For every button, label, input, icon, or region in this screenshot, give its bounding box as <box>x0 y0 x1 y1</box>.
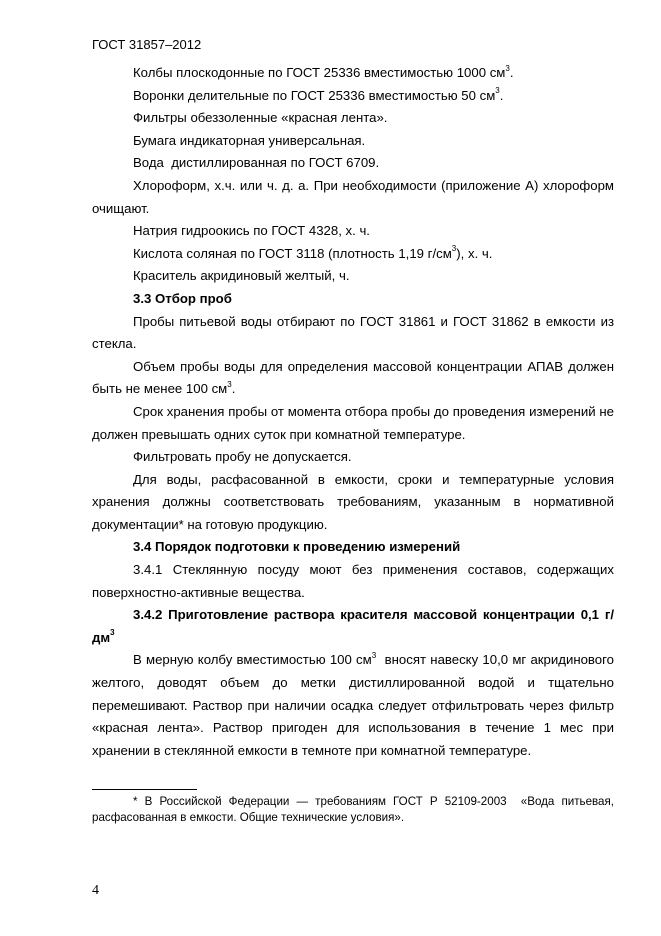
list-item: Хлороформ, х.ч. или ч. д. а. При необходимости (приложение А) хлороформ очищают. <box>92 177 614 216</box>
section-heading-3-3: 3.3 Отбор проб <box>133 290 232 306</box>
paragraph: Фильтровать пробу не допускается. <box>133 449 352 465</box>
superscript: 3 <box>227 379 232 389</box>
superscript: 3 <box>371 651 377 661</box>
paragraph <box>92 356 614 401</box>
superscript: 3 <box>451 244 457 254</box>
list-item-end: . <box>509 65 514 80</box>
list-item <box>92 243 614 266</box>
footnote-divider <box>92 789 197 790</box>
list-item: Вода дистиллированная по ГОСТ 6709. <box>133 155 380 171</box>
superscript: 3 <box>495 86 500 96</box>
footnote <box>92 794 618 826</box>
section-heading-3-4-2 <box>92 604 614 649</box>
section-heading-3-4: 3.4 Порядок подготовки к проведению измерений <box>133 539 461 555</box>
paragraph-text-cont: вносят навеску 10,0 мг акридинового желтого, доводят объем до метки дистиллированной водой и тщательно перемешивают. Раствор при наличии осадка следует отфильтровать через фильтр «красная лента». Раствор пригоден для использования в течение 1 мес при хранении в стеклянной емкости в темноте при комнатной температуре. <box>92 652 618 758</box>
paragraph-end: . <box>231 381 236 397</box>
paragraph: Для воды, расфасованной в емкости, сроки и температурные условия хранения должны соответствовать требованиям, указанным в нормативной документации* на готовую продукцию. <box>92 471 614 532</box>
paragraph-text: В мерную колбу вместимостью 100 см <box>133 652 372 668</box>
list-item-text: Воронки делительные по ГОСТ 25336 вместимостью 50 см <box>133 87 496 103</box>
paragraph: Срок хранения пробы от момента отбора пробы до проведения измерений не должен превышать одних суток при комнатной температуре. <box>92 403 614 442</box>
list-item: Бумага индикаторная универсальная. <box>133 132 366 148</box>
list-item-text: Колбы плоскодонные по ГОСТ 25336 вместимостью 1000 см <box>133 65 506 80</box>
paragraph: 3.4.1 Стеклянную посуду моют без применения составов, содержащих поверхностно-активные вещества. <box>92 562 614 600</box>
page-number: 4 <box>92 883 99 898</box>
list-item-text: Кислота соляная по ГОСТ 3118 (плотность 1,19 г/см <box>133 245 452 261</box>
page-content <box>92 62 618 762</box>
paragraph <box>92 649 618 762</box>
list-item: Натрия гидроокись по ГОСТ 4328, х. ч. <box>133 223 370 239</box>
paragraph: Пробы питьевой воды отбирают по ГОСТ 31861 и ГОСТ 31862 в емкости из стекла. <box>92 313 614 352</box>
list-item <box>92 62 614 85</box>
footnote-text: * В Российской Федерации — требованиям ГОСТ Р 52109-2003 «Вода питьевая, расфасованная в емкости. Общие технические условия». <box>92 795 618 824</box>
superscript: 3 <box>110 628 115 638</box>
list-item: Фильтры обеззоленные «красная лента». <box>133 110 388 126</box>
list-item-end: . <box>499 87 504 103</box>
list-item: Краситель акридиновый желтый, ч. <box>133 268 350 284</box>
list-item-end: ), х. ч. <box>456 245 493 261</box>
superscript: 3 <box>505 63 510 73</box>
page-header-doc-code: ГОСТ 31857–2012 <box>92 37 202 52</box>
paragraph-text: Объем пробы воды для определения массовой концентрации АПАВ должен быть не менее 100 см <box>92 358 614 397</box>
list-item <box>92 85 614 108</box>
heading-text: 3.4.2 Приготовление раствора красителя массовой концентрации 0,1 г/дм <box>92 607 614 645</box>
